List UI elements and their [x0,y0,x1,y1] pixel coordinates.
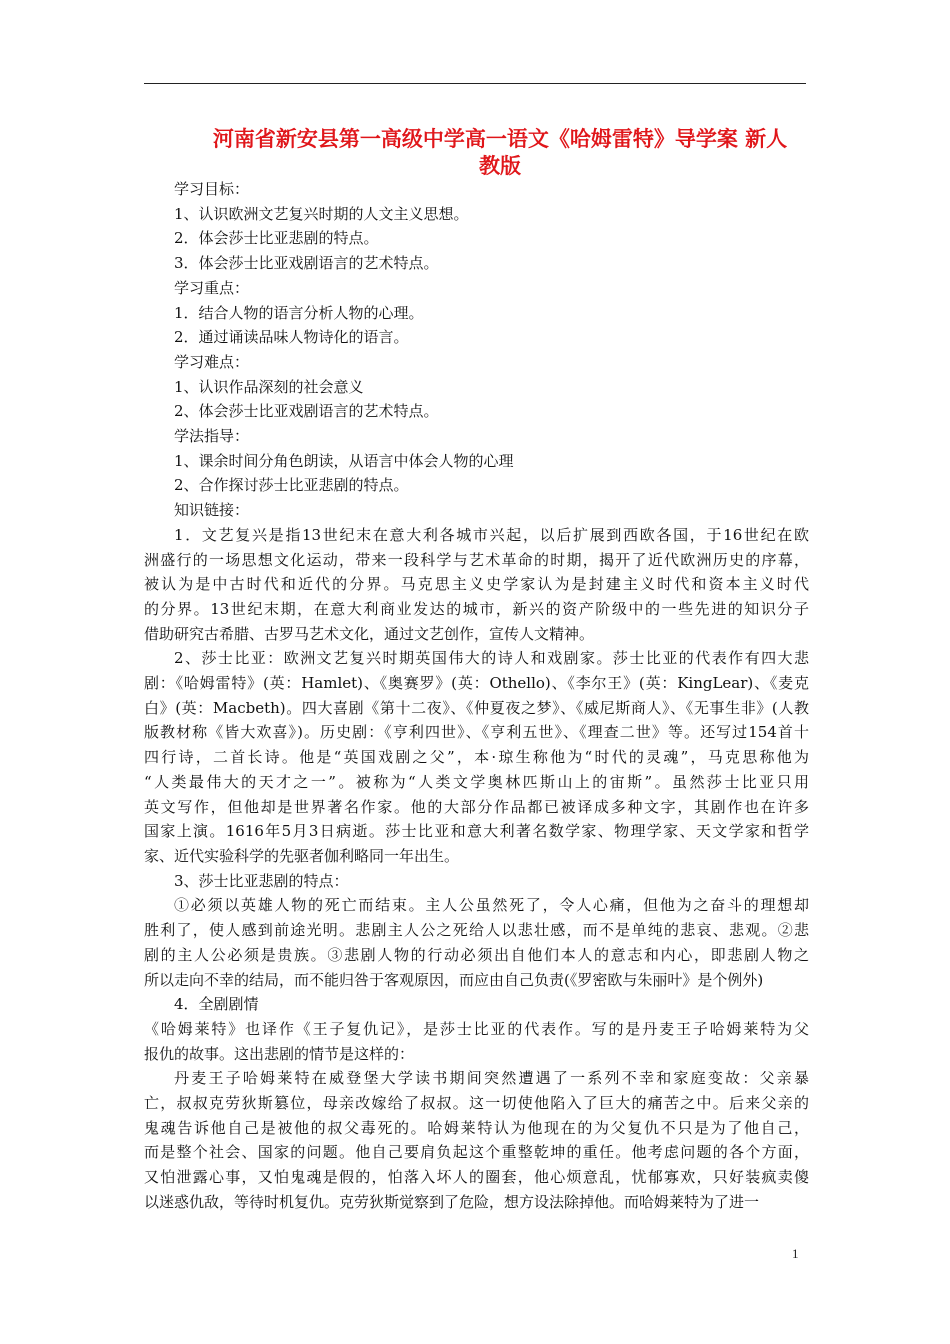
paragraph-line: 剧：《哈姆雷特》(英：Hamlet)、《奥赛罗》(英：Othello)、《李尔王》(英：KingLear)、《麦克 [144,674,809,693]
method-item: 1、课余时间分角色朗读，从语言中体会人物的心理 [174,451,514,470]
paragraph-line: 剧的主人公必须是贵族。③悲剧人物的行动必须出自他们本人的意志和内心，即悲剧人物之 [144,945,809,964]
section-heading-method: 学法指导： [174,427,250,446]
paragraph-line: 被认为是中古时代和近代的分界。马克思主义史学家认为是封建主义时代和资本主义时代 [144,575,809,594]
paragraph-plot-intro [144,1017,809,1066]
paragraph-line: 亡，叔叔克劳狄斯篡位，母亲改嫁给了叔叔。这一切使他陷入了巨大的痛苦之中。后来父亲的 [144,1094,809,1113]
paragraph-line: 鬼魂告诉他自己是被他的叔父毒死的。哈姆莱特认为他现在的为父复仇不只是为了他自己， [144,1118,809,1137]
goal-item: 2．体会莎士比亚悲剧的特点。 [174,229,379,248]
paragraph-line: 国家上演。1616年5月3日病逝。莎士比亚和意大利著名数学家、物理学家、天文学家和哲学 [144,822,809,841]
paragraph-line: 四行诗，二首长诗。他是“英国戏剧之父”，本·琼生称他为“时代的灵魂”，马克思称他为 [144,748,809,767]
paragraph-line: 又怕泄露心事，又怕鬼魂是假的，怕落入坏人的圈套，他心烦意乱，忧郁寡欢，只好装疯卖傻 [144,1168,809,1187]
section-heading-goals: 学习目标： [174,180,250,198]
paragraph-shakespeare [144,646,809,868]
paragraph-line: 洲盛行的一场思想文化运动，带来一段科学与艺术革命的时期，揭开了近代欧洲历史的序幕， [144,550,809,569]
paragraph-renaissance [144,523,809,647]
section-heading-knowledge: 知识链接： [174,501,250,520]
section-heading-difficulties: 学习难点： [174,352,250,371]
goal-item: 3．体会莎士比亚戏剧语言的艺术特点。 [174,254,439,273]
paragraph-line: 1．文艺复兴是指13世纪末在意大利各城市兴起，以后扩展到西欧各国，于16世纪在欧 [174,525,809,544]
paragraph-line: 丹麦王子哈姆莱特在威登堡大学读书期间突然遭遇了一系列不幸和家庭变故：父亲暴 [174,1069,809,1088]
difficulty-item: 2、体会莎士比亚戏剧语言的艺术特点。 [174,402,439,421]
title-line-1: 河南省新安县第一高级中学高一语文《哈姆雷特》导学案 新人 [212,127,788,151]
document-body [144,177,809,1215]
page-number: 1 [792,1246,799,1261]
paragraph-tragedy [144,893,809,992]
header-rule [144,83,806,84]
paragraph-plot-story [144,1066,809,1214]
paragraph-line: 报仇的故事。这出悲剧的情节是这样的： [144,1044,415,1063]
paragraph-line: ①必须以英雄人物的死亡而结束。主人公虽然死了，令人心痛，但他为之奋斗的理想却 [174,896,809,915]
paragraph-line: 白》(英：Macbeth)。四大喜剧《第十二夜》、《仲夏夜之梦》、《威尼斯商人》、《无事生非》(人教 [144,698,809,717]
method-item: 2、合作探讨莎士比亚悲剧的特点。 [174,476,409,495]
key-point-item: 1．结合人物的语言分析人物的心理。 [174,303,424,322]
paragraph-line: 家、近代实验科学的先驱者伽利略同一年出生。 [144,846,460,865]
paragraph-line: 英文写作，但他却是世界著名作家。他的大部分作品都已被译成多种文字，其剧作也在许多 [144,797,809,816]
paragraph-line: 2、莎士比亚：欧洲文艺复兴时期英国伟大的诗人和戏剧家。莎士比亚的代表作有四大悲 [174,649,809,668]
section-heading-plot: 4．全剧剧情 [174,995,259,1014]
paragraph-line: 《哈姆莱特》也译作《王子复仇记》，是莎士比亚的代表作。写的是丹麦王子哈姆莱特为父 [144,1019,809,1038]
paragraph-line: 以迷惑仇敌，等待时机复仇。克劳狄斯觉察到了危险，想方设法除掉他。而哈姆莱特为了进一 [144,1192,760,1211]
title-line-2: 教版 [479,154,521,178]
difficulty-item: 1、认识作品深刻的社会意义 [174,377,364,396]
document-title [180,126,820,180]
paragraph-line: 胜利了，使人感到前途光明。悲剧主人公之死给人以悲壮感，而不是单纯的悲哀、悲观。②悲 [144,921,809,940]
section-heading-key-points: 学习重点： [174,278,250,297]
paragraph-line: 而是整个社会、国家的问题。他自己要肩负起这个重整乾坤的重任。他考虑问题的各个方面， [144,1143,809,1162]
paragraph-line: “人类最伟大的天才之一”。被称为“人类文学奥林匹斯山上的宙斯”。虽然莎士比亚只用 [144,772,809,791]
paragraph-line: 的分界。13世纪末期，在意大利商业发达的城市，新兴的资产阶级中的一些先进的知识分子 [144,599,809,618]
paragraph-line: 所以走向不幸的结局，而不能归咎于客观原因，而应由自己负责(《罗密欧与朱丽叶》是个例外) [144,970,764,989]
paragraph-line: 版教材称《皆大欢喜》)。历史剧：《亨利四世》、《亨利五世》、《理查二世》等。还写过154首十 [144,723,809,742]
paragraph-line: 借助研究古希腊、古罗马艺术文化，通过文艺创作，宣传人文精神。 [144,624,595,643]
section-heading-tragedy: 3、莎士比亚悲剧的特点： [174,871,349,890]
key-point-item: 2．通过诵读品味人物诗化的语言。 [174,328,409,347]
goal-item: 1、认识欧洲文艺复兴时期的人文主义思想。 [174,204,469,223]
